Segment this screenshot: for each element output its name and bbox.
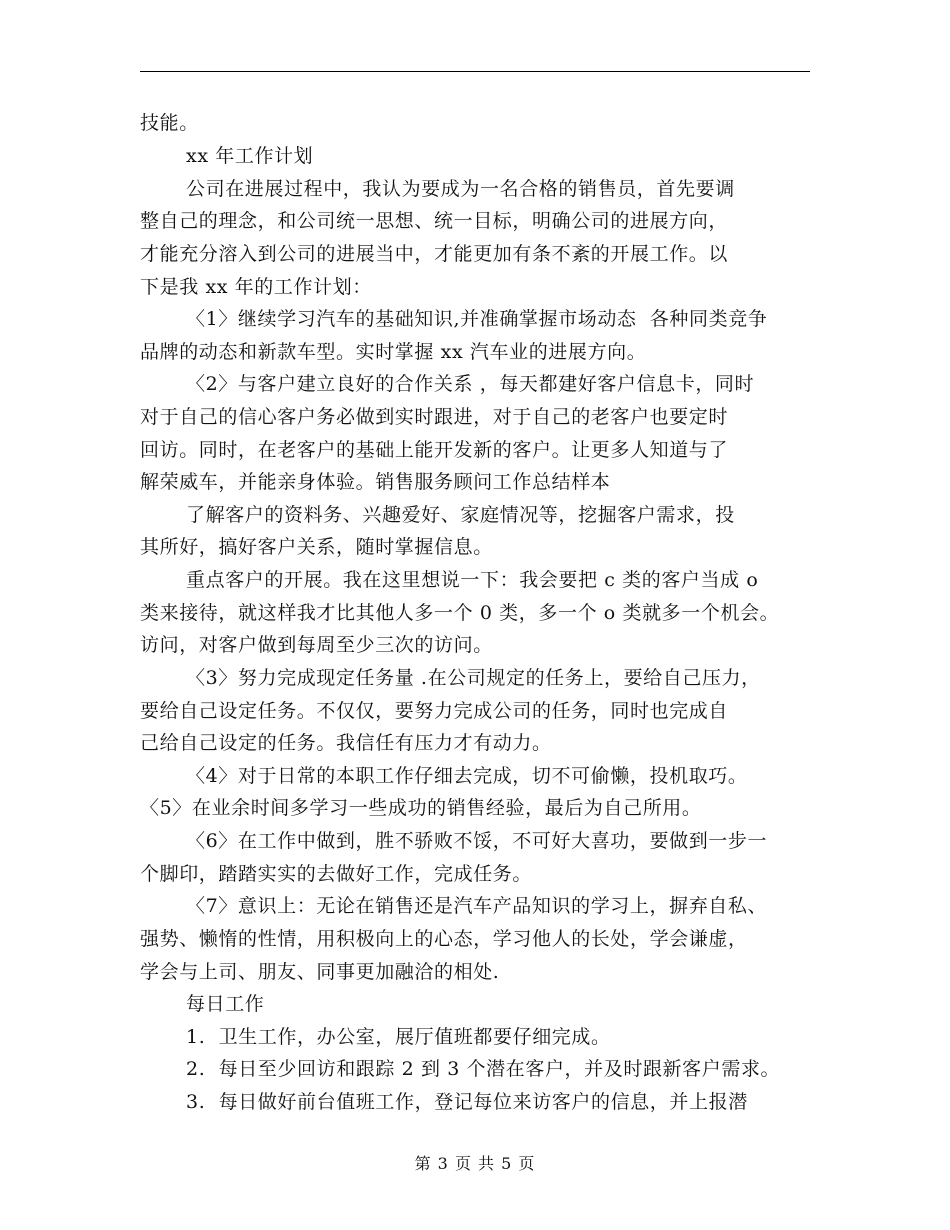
text-line: 〈5〉在业余时间多学习一些成功的销售经验，最后为自己所用。 [140, 797, 702, 819]
list-item: 1. 卫生工作，办公室，展厅值班都要仔细完成。 [186, 1026, 611, 1048]
page-number-footer: 第 3 页 共 5 页 [414, 1154, 536, 1173]
list-item: 2. 每日至少回访和跟踪 2 到 3 个潜在客户，并及时跟新客户需求。 [186, 1058, 781, 1080]
text-line: 回访。同时，在老客户的基础上能开发新的客户。让更多人知道与了 [140, 439, 729, 461]
text-line: 类来接待，就这样我才比其他人多一个 0 类，多一个 o 类就多一个机会。 [140, 602, 780, 624]
text-line: 解荣威车，并能亲身体验。销售服务顾问工作总结样本 [140, 471, 611, 493]
text-line: 强势、懒惰的性情，用积极向上的心态，学习他人的长处，学会谦虚， [140, 928, 748, 950]
header-rule [140, 71, 810, 72]
text-line: 公司在进展过程中，我认为要成为一名合格的销售员，首先要调 [186, 178, 735, 200]
section-heading: 每日工作 [186, 993, 265, 1015]
text-line: 己给自己设定的任务。我信任有压力才有动力。 [140, 732, 552, 754]
text-line: 重点客户的开展。我在这里想说一下：我会要把 c 类的客户当成 o [186, 569, 759, 591]
text-line: 〈4〉对于日常的本职工作仔细去完成，切不可偷懒，投机取巧。 [186, 765, 748, 787]
list-item: 3. 每日做好前台值班工作，登记每位来访客户的信息，并上报潜 [186, 1091, 748, 1113]
text-line: 要给自己设定任务。不仅仅，要努力完成公司的任务，同时也完成自 [140, 700, 729, 722]
text-line: 整自己的理念，和公司统一思想、统一目标，明确公司的进展方向， [140, 210, 729, 232]
text-line: 其所好，搞好客户关系，随时掌握信息。 [140, 536, 493, 558]
text-line: 才能充分溶入到公司的进展当中，才能更加有条不紊的开展工作。以 [140, 243, 729, 265]
text-line: 〈2〉与客户建立良好的合作关系 ，每天都建好客户信息卡，同时 [186, 373, 755, 395]
text-line: 对于自己的信心客户务必做到实时跟进，对于自己的老客户也要定时 [140, 406, 729, 428]
text-line: 技能。 [140, 112, 199, 134]
text-line: 学会与上司、朋友、同事更加融洽的相处. [140, 961, 500, 983]
text-line: 下是我 xx 年的工作计划： [140, 276, 372, 298]
text-line: 访问，对客户做到每周至少三次的访问。 [140, 634, 493, 656]
text-line: 〈7〉意识上：无论在销售还是汽车产品知识的学习上，摒弃自私、 [186, 895, 768, 917]
text-line: 品牌的动态和新款车型。实时掌握 xx 汽车业的进展方向。 [140, 341, 647, 363]
text-line: 〈6〉在工作中做到，胜不骄败不馁，不可好大喜功，要做到一步一 [186, 830, 768, 852]
text-line: 了解客户的资料务、兴趣爱好、家庭情况等，挖掘客户需求，投 [186, 504, 735, 526]
text-line: 〈1〉继续学习汽车的基础知识,并准确掌握市场动态 各种同类竞争 [186, 308, 768, 330]
section-heading: xx 年工作计划 [186, 145, 314, 167]
text-line: 个脚印，踏踏实实的去做好工作，完成任务。 [140, 863, 533, 885]
text-line: 〈3〉努力完成现定任务量 .在公司规定的任务上，要给自己压力， [186, 667, 761, 689]
